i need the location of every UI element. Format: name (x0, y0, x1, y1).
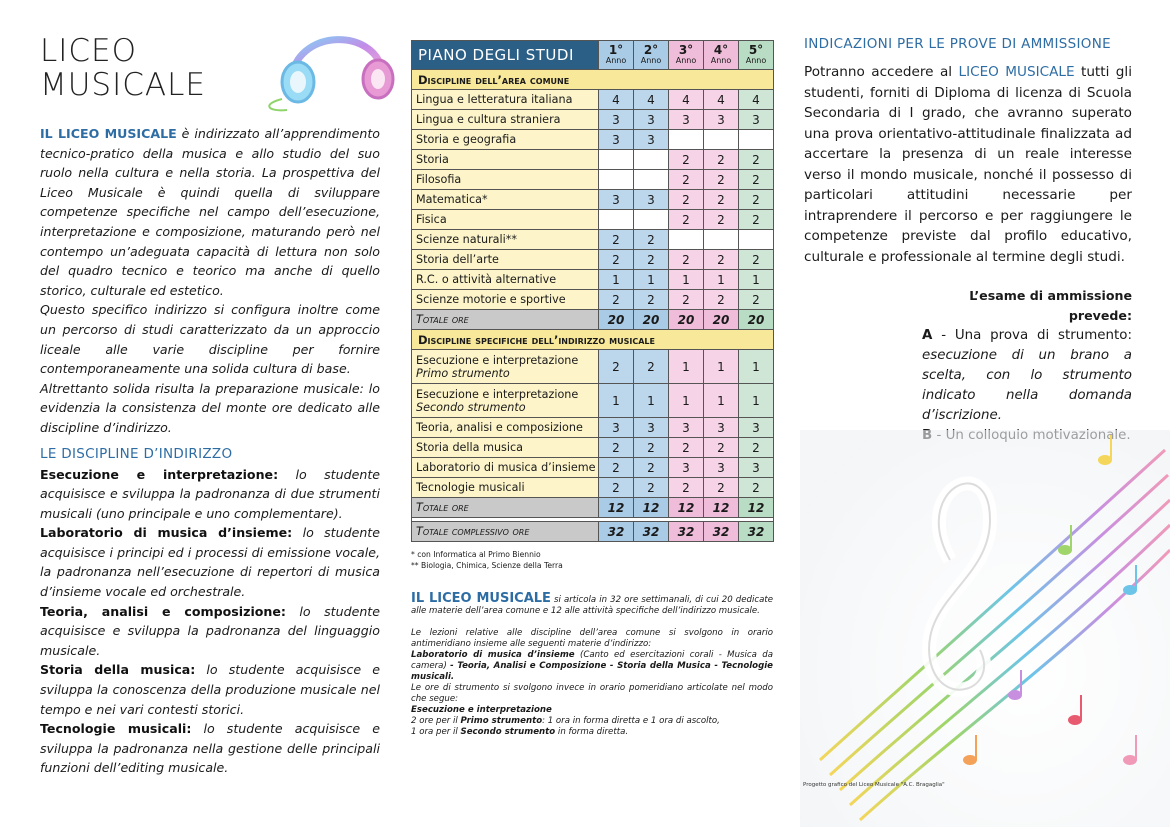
hours-cell (634, 150, 669, 170)
hours-cell (599, 170, 634, 190)
hours-cell: 1 (739, 350, 774, 384)
table-row (412, 130, 774, 150)
hours-cell: 2 (669, 150, 704, 170)
total-cell: 12 (669, 498, 704, 518)
hours-cell: 3 (669, 110, 704, 130)
hours-cell: 4 (599, 90, 634, 110)
admission-accent: LICEO MUSICALE (958, 64, 1075, 80)
hours-cell: 2 (669, 190, 704, 210)
hours-cell: 2 (704, 210, 739, 230)
hours-cell: 2 (634, 250, 669, 270)
hours-cell: 3 (739, 418, 774, 438)
discipline-item (40, 465, 380, 524)
total-row (412, 498, 774, 518)
study-plan-table (411, 40, 774, 542)
grand-total-row (412, 522, 774, 542)
table-row (412, 250, 774, 270)
discipline-name: Tecnologie musicali: (40, 721, 192, 737)
hours-cell (739, 230, 774, 250)
table-row (412, 458, 774, 478)
hours-cell: 1 (739, 384, 774, 418)
hours-cell: 3 (669, 458, 704, 478)
intro-p1 (40, 124, 380, 300)
hours-cell: 2 (669, 438, 704, 458)
hours-cell: 2 (669, 170, 704, 190)
hours-cell: 2 (704, 150, 739, 170)
table-row (412, 418, 774, 438)
grand-total-cell: 32 (739, 522, 774, 542)
subject-cell: Storia e geografia (412, 130, 599, 150)
total-cell: 12 (634, 498, 669, 518)
hours-cell: 2 (599, 478, 634, 498)
intro-p2: Questo specifico indirizzo si configura inoltre come un percorso di studi caratterizzato da un approccio liceale alle varie discipline per fornire contemporaneamente una solida cultura di base. (40, 302, 380, 377)
year-header: 4° Anno (704, 41, 739, 70)
discipline-text: lo studente acquisisce i principi ed i processi di emissione vocale, la padronanza nell’esecuzione di repertori di musica d’insieme vocale ed orchestrale. (40, 525, 380, 600)
subject-cell: Storia (412, 150, 599, 170)
hours-cell (739, 130, 774, 150)
hours-cell: 3 (739, 458, 774, 478)
total-cell: 12 (599, 498, 634, 518)
hours-cell (599, 210, 634, 230)
table-notes (411, 550, 773, 571)
table-row (412, 350, 774, 384)
total-cell: 20 (739, 310, 774, 330)
table-row (412, 270, 774, 290)
table-row (412, 170, 774, 190)
hours-cell: 4 (739, 90, 774, 110)
hours-cell: 2 (739, 438, 774, 458)
discipline-text: lo studente acquisisce e sviluppa la padronanza nella gestione delle principali funzioni dell’editing musicale. (40, 721, 380, 776)
discipline-item (40, 719, 380, 778)
table-row (412, 150, 774, 170)
hours-cell: 2 (739, 150, 774, 170)
grand-total-cell: 32 (704, 522, 739, 542)
hours-cell: 3 (704, 458, 739, 478)
table-row (412, 290, 774, 310)
table-header-row (412, 41, 774, 70)
subject-cell: Teoria, analisi e composizione (412, 418, 599, 438)
left-column (40, 34, 380, 778)
grand-total-cell: 32 (634, 522, 669, 542)
hours-cell: 2 (704, 438, 739, 458)
hours-cell: 2 (704, 290, 739, 310)
disciplines-heading: LE DISCIPLINE D’INDIRIZZO (40, 445, 233, 462)
hours-cell: 2 (599, 230, 634, 250)
grand-total-label: Totale complessivo ore (412, 522, 599, 542)
discipline-item (40, 602, 380, 661)
table-row (412, 384, 774, 418)
hours-cell: 4 (669, 90, 704, 110)
table-row (412, 230, 774, 250)
subject-cell: R.C. o attività alternative (412, 270, 599, 290)
hours-cell: 3 (599, 190, 634, 210)
year-header: 1° Anno (599, 41, 634, 70)
subject-cell: Laboratorio di musica d’insieme (412, 458, 599, 478)
hours-cell: 3 (599, 130, 634, 150)
graphic-credit: Progetto grafico del Liceo Musicale "A.C. Bragaglia" (803, 782, 945, 788)
hours-cell: 2 (739, 190, 774, 210)
table-row (412, 210, 774, 230)
intro-text (40, 124, 380, 438)
hours-cell: 3 (599, 418, 634, 438)
table-row (412, 478, 774, 498)
subject-cell: Lingua e cultura straniera (412, 110, 599, 130)
hours-cell: 2 (599, 350, 634, 384)
schedule-p5: 1 ora per il Secondo strumento in forma diretta. (411, 727, 629, 737)
discipline-item (40, 523, 380, 601)
hours-cell: 3 (634, 418, 669, 438)
subject-cell: Storia della musica (412, 438, 599, 458)
admission-text: Potranno accedere al LICEO MUSICALE tutti gli studenti, forniti di Diploma di licenza di Scuola Secondaria di I grado, che avranno superato una prova orientativo-attitudinale finalizzata ad accertare la presenza di un reale interesse verso il mondo musicale, nonché il possesso di particolari attitudini necessarie per intraprendere il percorso e per raggiungere le competenze previste dal profilo educativo, culturale e professionale al termine degli studi. (804, 64, 1132, 265)
schedule-p4: 2 ore per il Primo strumento: 1 ora in forma diretta e 1 ora di ascolto, (411, 716, 720, 726)
hours-cell: 2 (704, 190, 739, 210)
schedule-p1: IL LICEO MUSICALE si articola in 32 ore settimanali, di cui 20 dedicate alle materie dell’area comune e 12 alle attività specifiche dell’indirizzo musicale. (411, 591, 773, 616)
hours-cell: 1 (669, 270, 704, 290)
total-label: Totale ore (412, 498, 599, 518)
hours-cell: 3 (634, 130, 669, 150)
schedule-text (411, 593, 773, 738)
hours-cell: 4 (634, 90, 669, 110)
hours-cell: 3 (739, 110, 774, 130)
hours-cell (669, 230, 704, 250)
hours-cell: 2 (634, 438, 669, 458)
schedule-lead: IL LICEO MUSICALE (411, 591, 551, 606)
subject-cell: Fisica (412, 210, 599, 230)
disciplines-list (40, 465, 380, 779)
hours-cell: 3 (704, 110, 739, 130)
total-cell: 12 (704, 498, 739, 518)
hours-cell: 3 (634, 190, 669, 210)
year-header: 3° Anno (669, 41, 704, 70)
subject-cell: Storia dell’arte (412, 250, 599, 270)
brand-title-line2: MUSICALE (40, 67, 206, 103)
hours-cell (669, 130, 704, 150)
group-header-row (412, 70, 774, 90)
total-cell: 12 (739, 498, 774, 518)
intro-p1-text: è indirizzato all’apprendimento tecnico-pratico della musica e allo studio del suo ruolo nella cultura e nella storia. La prospettiva del Liceo Musicale è quindi quella di sviluppare competenze specifiche nel campo dell’esecuzione, interpretazione e composizione, maturando però nel contempo un’adeguata capacità di lettura non solo del quadro tecnico e teorico ma anche di quello storico, culturale ed estetico. (40, 126, 380, 298)
subject-cell: Scienze naturali** (412, 230, 599, 250)
subject-cell: Esecuzione e interpretazione Secondo strumento (412, 384, 599, 418)
group-label: Discipline dell’area comune (412, 70, 774, 90)
total-cell: 20 (599, 310, 634, 330)
hours-cell (634, 210, 669, 230)
hours-cell: 1 (704, 350, 739, 384)
intro-p3: Altrettanto solida risulta la preparazione musicale: lo evidenzia la consistenza del monte ore dedicato alle discipline d’indirizzo. (40, 380, 380, 435)
table-title: PIANO DEGLI STUDI (412, 41, 599, 70)
hours-cell (634, 170, 669, 190)
exam-box (922, 286, 1132, 446)
right-column (804, 36, 1132, 423)
hours-cell: 2 (669, 478, 704, 498)
brand (40, 34, 380, 114)
hours-cell: 2 (634, 478, 669, 498)
hours-cell: 1 (599, 270, 634, 290)
subject-cell: Tecnologie musicali (412, 478, 599, 498)
admission-heading: INDICAZIONI PER LE PROVE DI AMMISSIONE (804, 36, 1111, 52)
discipline-text: lo studente acquisisce e sviluppa la padronanza del linguaggio musicale. (40, 603, 380, 658)
hours-cell: 1 (704, 384, 739, 418)
hours-cell: 2 (704, 170, 739, 190)
exam-title: L’esame di ammissione prevede: (969, 288, 1132, 323)
discipline-item (40, 660, 380, 719)
hours-cell: 3 (634, 110, 669, 130)
grand-total-cell: 32 (669, 522, 704, 542)
table-row (412, 190, 774, 210)
discipline-text: lo studente acquisisce e sviluppa la padronanza di due strumenti musicali (uno principale e uno complementare). (40, 466, 380, 521)
subject-cell: Lingua e letteratura italiana (412, 90, 599, 110)
discipline-name: Esecuzione e interpretazione: (40, 466, 279, 482)
hours-cell: 1 (669, 350, 704, 384)
hours-cell: 2 (739, 170, 774, 190)
hours-cell (704, 230, 739, 250)
hours-cell: 2 (634, 290, 669, 310)
hours-cell: 2 (669, 290, 704, 310)
group-header-row (412, 330, 774, 350)
hours-cell: 2 (739, 250, 774, 270)
hours-cell: 1 (704, 270, 739, 290)
total-label: Totale ore (412, 310, 599, 330)
total-row (412, 310, 774, 330)
hours-cell: 1 (669, 384, 704, 418)
hours-cell: 2 (704, 250, 739, 270)
hours-cell: 2 (634, 458, 669, 478)
discipline-name: Storia della musica: (40, 662, 196, 678)
schedule-p3: Le ore di strumento si svolgono invece in orario pomeridiano articolate nel modo che segue: Esecuzione e interpretazione (411, 683, 773, 715)
subject-cell: Esecuzione e interpretazione Primo strumento (412, 350, 599, 384)
hours-cell: 2 (599, 458, 634, 478)
hours-cell: 2 (739, 210, 774, 230)
note: * con Informatica al Primo Biennio (411, 550, 541, 559)
total-cell: 20 (704, 310, 739, 330)
intro-lead: IL LICEO MUSICALE (40, 126, 177, 141)
hours-cell: 3 (599, 110, 634, 130)
hours-cell: 2 (634, 230, 669, 250)
hours-cell: 2 (669, 250, 704, 270)
headphones-illustration (262, 24, 412, 114)
note: ** Biologia, Chimica, Scienze della Terra (411, 560, 563, 570)
table-row (412, 90, 774, 110)
hours-cell: 3 (704, 418, 739, 438)
hours-cell: 1 (634, 384, 669, 418)
hours-cell: 2 (739, 290, 774, 310)
discipline-text: lo studente acquisisce e sviluppa la conoscenza della produzione musicale nel tempo e nei vari contesti storici. (40, 662, 380, 717)
hours-cell: 2 (599, 438, 634, 458)
table-body (412, 70, 774, 542)
hours-cell: 4 (704, 90, 739, 110)
middle-column (411, 40, 773, 738)
hours-cell: 2 (669, 210, 704, 230)
table-row (412, 110, 774, 130)
hours-cell: 2 (739, 478, 774, 498)
table-row (412, 438, 774, 458)
music-staff-illustration (800, 430, 1170, 827)
total-cell: 20 (669, 310, 704, 330)
subject-cell: Scienze motorie e sportive (412, 290, 599, 310)
group-label: Discipline specifiche dell’indirizzo musicale (412, 330, 774, 350)
subject-cell: Matematica* (412, 190, 599, 210)
year-header: 5° Anno (739, 41, 774, 70)
brand-title-line1: LICEO (40, 33, 138, 69)
hours-cell: 1 (739, 270, 774, 290)
hours-cell: 2 (634, 350, 669, 384)
hours-cell: 2 (599, 250, 634, 270)
hours-cell: 1 (634, 270, 669, 290)
hours-cell: 2 (704, 478, 739, 498)
exam-item-a: A - Una prova di strumento: esecuzione di un brano a scelta, con lo strumento indicato nella domanda d’iscrizione. (922, 328, 1132, 423)
hours-cell: 1 (599, 384, 634, 418)
schedule-p2: Le lezioni relative alle discipline dell’area comune si svolgono in orario antimeridiano insieme alle seguenti materie d’indirizzo: Laboratorio di musica d’insieme (Canto ed esercitazioni corali - Musica da camera) - Teoria, Analisi e Composizione - Storia della Musica - Tecnologie musicali. (411, 628, 773, 682)
subject-cell: Filosofia (412, 170, 599, 190)
hours-cell: 3 (669, 418, 704, 438)
hours-cell: 2 (599, 290, 634, 310)
grand-total-cell: 32 (599, 522, 634, 542)
discipline-name: Teoria, analisi e composizione: (40, 603, 286, 619)
total-cell: 20 (634, 310, 669, 330)
hours-cell (599, 150, 634, 170)
discipline-name: Laboratorio di musica d’insieme: (40, 525, 293, 541)
year-header: 2° Anno (634, 41, 669, 70)
hours-cell (704, 130, 739, 150)
